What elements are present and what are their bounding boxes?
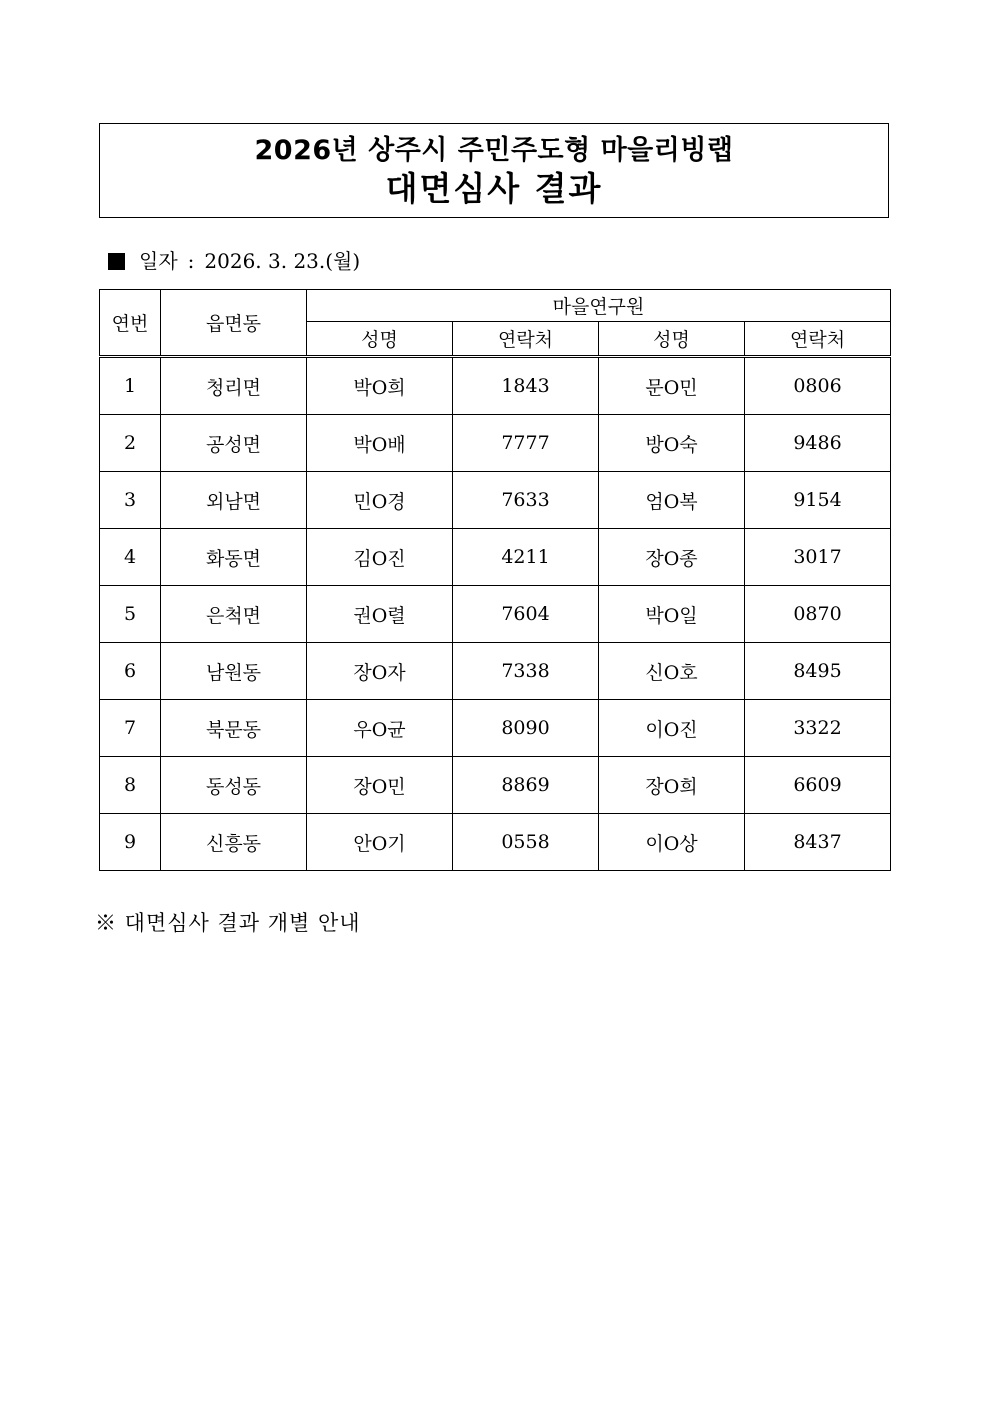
- cell-district: 공성면: [161, 415, 307, 472]
- cell-name-2: 장O종: [599, 529, 745, 586]
- cell-contact-2: 3017: [745, 529, 891, 586]
- cell-no: 7: [100, 700, 161, 757]
- table-row: [100, 415, 891, 472]
- cell-contact-1: 7777: [453, 415, 599, 472]
- table-row: [100, 586, 891, 643]
- table-row: [100, 643, 891, 700]
- cell-contact-2: 9154: [745, 472, 891, 529]
- cell-name-2: 신O호: [599, 643, 745, 700]
- cell-contact-1: 8090: [453, 700, 599, 757]
- header-district: 읍면동: [161, 290, 307, 357]
- cell-district: 남원동: [161, 643, 307, 700]
- cell-district: 외남면: [161, 472, 307, 529]
- cell-district: 화동면: [161, 529, 307, 586]
- cell-contact-1: 1843: [453, 357, 599, 415]
- cell-no: 3: [100, 472, 161, 529]
- note: ※ 대면심사 결과 개별 안내: [95, 911, 361, 935]
- cell-no: 8: [100, 757, 161, 814]
- cell-contact-2: 3322: [745, 700, 891, 757]
- cell-contact-1: 4211: [453, 529, 599, 586]
- cell-name-1: 장O자: [307, 643, 453, 700]
- cell-name-2: 이O진: [599, 700, 745, 757]
- table-row: [100, 757, 891, 814]
- cell-name-1: 권O렬: [307, 586, 453, 643]
- date-value: 2026. 3. 23.(월): [204, 249, 361, 273]
- cell-name-2: 장O희: [599, 757, 745, 814]
- cell-no: 9: [100, 814, 161, 871]
- cell-name-1: 우O균: [307, 700, 453, 757]
- cell-contact-1: 7338: [453, 643, 599, 700]
- cell-name-2: 박O일: [599, 586, 745, 643]
- cell-name-1: 박O희: [307, 357, 453, 415]
- cell-no: 6: [100, 643, 161, 700]
- table-row: [100, 357, 891, 415]
- black-square-icon: [108, 253, 125, 270]
- cell-contact-1: 7604: [453, 586, 599, 643]
- cell-district: 북문동: [161, 700, 307, 757]
- cell-name-1: 안O기: [307, 814, 453, 871]
- cell-name-1: 박O배: [307, 415, 453, 472]
- document-title: 2026년 상주시 주민주도형 마을리빙랩: [254, 135, 734, 166]
- cell-name-1: 민O경: [307, 472, 453, 529]
- table-row: [100, 814, 891, 871]
- table-row: [100, 472, 891, 529]
- cell-contact-2: 0806: [745, 357, 891, 415]
- cell-district: 은척면: [161, 586, 307, 643]
- cell-name-1: 장O민: [307, 757, 453, 814]
- header-name-2: 성명: [599, 322, 745, 357]
- title-box: [99, 123, 889, 218]
- header-contact-1: 연락처: [453, 322, 599, 357]
- cell-contact-1: 8869: [453, 757, 599, 814]
- cell-name-2: 엄O복: [599, 472, 745, 529]
- cell-name-2: 이O상: [599, 814, 745, 871]
- cell-district: 동성동: [161, 757, 307, 814]
- header-name-1: 성명: [307, 322, 453, 357]
- header-village-researcher: 마을연구원: [307, 290, 891, 322]
- table-row: [100, 700, 891, 757]
- results-table: [99, 289, 891, 871]
- table-body: [100, 357, 891, 871]
- cell-contact-1: 0558: [453, 814, 599, 871]
- cell-name-2: 문O민: [599, 357, 745, 415]
- table-row: [100, 529, 891, 586]
- cell-district: 청리면: [161, 357, 307, 415]
- document-subtitle: 대면심사 결과: [385, 169, 603, 208]
- cell-no: 2: [100, 415, 161, 472]
- cell-district: 신흥동: [161, 814, 307, 871]
- date-separator: :: [187, 249, 195, 273]
- cell-no: 5: [100, 586, 161, 643]
- cell-contact-2: 8495: [745, 643, 891, 700]
- date-label: 일자: [139, 249, 178, 273]
- cell-no: 1: [100, 357, 161, 415]
- cell-contact-2: 9486: [745, 415, 891, 472]
- cell-name-1: 김O진: [307, 529, 453, 586]
- cell-contact-1: 7633: [453, 472, 599, 529]
- date-line: [108, 247, 360, 275]
- cell-contact-2: 8437: [745, 814, 891, 871]
- header-contact-2: 연락처: [745, 322, 891, 357]
- header-no: 연번: [100, 290, 161, 357]
- cell-no: 4: [100, 529, 161, 586]
- cell-contact-2: 0870: [745, 586, 891, 643]
- cell-contact-2: 6609: [745, 757, 891, 814]
- cell-name-2: 방O숙: [599, 415, 745, 472]
